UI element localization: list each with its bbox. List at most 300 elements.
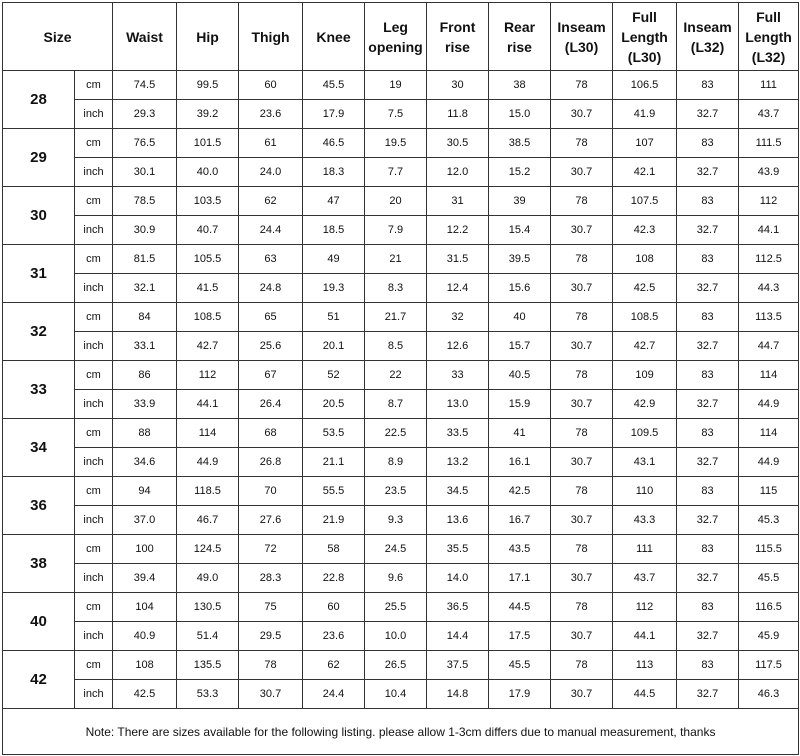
table-cell: 12.4 bbox=[427, 274, 489, 303]
table-row bbox=[3, 448, 799, 477]
table-cell: 30.7 bbox=[239, 680, 303, 709]
table-cell: 24.5 bbox=[365, 535, 427, 564]
table-cell: 26.4 bbox=[239, 390, 303, 419]
table-cell: 45.5 bbox=[303, 71, 365, 100]
table-cell: 33.9 bbox=[113, 390, 177, 419]
table-cell: 40.9 bbox=[113, 622, 177, 651]
table-cell: 135.5 bbox=[177, 651, 239, 680]
table-cell: 17.1 bbox=[489, 564, 551, 593]
table-row bbox=[3, 477, 799, 506]
table-cell: 112 bbox=[739, 187, 799, 216]
table-cell: 26.5 bbox=[365, 651, 427, 680]
table-cell: 30.7 bbox=[551, 564, 613, 593]
unit-cell: cm bbox=[75, 245, 113, 274]
table-cell: 30.7 bbox=[551, 680, 613, 709]
unit-cell: inch bbox=[75, 332, 113, 361]
size-cell: 28 bbox=[3, 71, 75, 129]
column-header bbox=[739, 3, 799, 71]
table-cell: 40 bbox=[489, 303, 551, 332]
table-cell: 7.5 bbox=[365, 100, 427, 129]
table-cell: 25.5 bbox=[365, 593, 427, 622]
table-cell: 31.5 bbox=[427, 245, 489, 274]
table-cell: 32.7 bbox=[677, 332, 739, 361]
table-cell: 70 bbox=[239, 477, 303, 506]
table-cell: 78 bbox=[551, 187, 613, 216]
table-cell: 17.9 bbox=[303, 100, 365, 129]
table-cell: 8.5 bbox=[365, 332, 427, 361]
table-cell: 117.5 bbox=[739, 651, 799, 680]
table-cell: 19.5 bbox=[365, 129, 427, 158]
column-header-line: rise bbox=[507, 38, 532, 55]
table-cell: 78 bbox=[551, 361, 613, 390]
column-header-line: Inseam bbox=[683, 18, 732, 35]
unit-cell: cm bbox=[75, 477, 113, 506]
table-cell: 43.9 bbox=[739, 158, 799, 187]
size-cell: 32 bbox=[3, 303, 75, 361]
table-cell: 78 bbox=[551, 245, 613, 274]
table-cell: 14.4 bbox=[427, 622, 489, 651]
table-cell: 15.7 bbox=[489, 332, 551, 361]
table-cell: 42.7 bbox=[177, 332, 239, 361]
table-cell: 116.5 bbox=[739, 593, 799, 622]
table-cell: 51 bbox=[303, 303, 365, 332]
table-cell: 16.1 bbox=[489, 448, 551, 477]
size-cell: 33 bbox=[3, 361, 75, 419]
table-cell: 10.4 bbox=[365, 680, 427, 709]
table-cell: 104 bbox=[113, 593, 177, 622]
table-cell: 17.5 bbox=[489, 622, 551, 651]
table-cell: 40.5 bbox=[489, 361, 551, 390]
column-header bbox=[427, 3, 489, 71]
table-cell: 39.2 bbox=[177, 100, 239, 129]
table-cell: 35.5 bbox=[427, 535, 489, 564]
table-cell: 39.5 bbox=[489, 245, 551, 274]
table-cell: 108 bbox=[113, 651, 177, 680]
table-cell: 34.6 bbox=[113, 448, 177, 477]
table-cell: 88 bbox=[113, 419, 177, 448]
table-cell: 41.9 bbox=[613, 100, 677, 129]
size-cell: 38 bbox=[3, 535, 75, 593]
table-cell: 60 bbox=[303, 593, 365, 622]
table-row bbox=[3, 216, 799, 245]
table-cell: 37.5 bbox=[427, 651, 489, 680]
table-cell: 83 bbox=[677, 593, 739, 622]
note-row bbox=[3, 709, 799, 755]
table-cell: 46.5 bbox=[303, 129, 365, 158]
table-cell: 78 bbox=[239, 651, 303, 680]
table-cell: 65 bbox=[239, 303, 303, 332]
table-cell: 13.2 bbox=[427, 448, 489, 477]
table-cell: 7.7 bbox=[365, 158, 427, 187]
table-cell: 42.3 bbox=[613, 216, 677, 245]
table-cell: 30.7 bbox=[551, 274, 613, 303]
table-cell: 32 bbox=[427, 303, 489, 332]
table-cell: 60 bbox=[239, 71, 303, 100]
table-cell: 67 bbox=[239, 361, 303, 390]
table-cell: 83 bbox=[677, 419, 739, 448]
table-cell: 44.9 bbox=[739, 448, 799, 477]
unit-cell: cm bbox=[75, 187, 113, 216]
column-header-line: Thigh bbox=[251, 28, 290, 45]
table-cell: 43.5 bbox=[489, 535, 551, 564]
table-cell: 74.5 bbox=[113, 71, 177, 100]
table-cell: 130.5 bbox=[177, 593, 239, 622]
unit-cell: inch bbox=[75, 448, 113, 477]
table-cell: 62 bbox=[239, 187, 303, 216]
table-cell: 32.7 bbox=[677, 274, 739, 303]
table-cell: 44.9 bbox=[739, 390, 799, 419]
table-cell: 83 bbox=[677, 535, 739, 564]
table-cell: 13.0 bbox=[427, 390, 489, 419]
column-header-line: (L32) bbox=[690, 38, 725, 55]
table-cell: 49.0 bbox=[177, 564, 239, 593]
table-cell: 30.7 bbox=[551, 100, 613, 129]
table-cell: 18.3 bbox=[303, 158, 365, 187]
table-cell: 30.7 bbox=[551, 332, 613, 361]
table-cell: 78 bbox=[551, 71, 613, 100]
unit-cell: inch bbox=[75, 216, 113, 245]
column-header bbox=[489, 3, 551, 71]
table-cell: 109.5 bbox=[613, 419, 677, 448]
table-cell: 43.7 bbox=[739, 100, 799, 129]
table-cell: 112 bbox=[613, 593, 677, 622]
column-header bbox=[177, 3, 239, 71]
table-cell: 44.1 bbox=[177, 390, 239, 419]
table-cell: 51.4 bbox=[177, 622, 239, 651]
table-cell: 46.7 bbox=[177, 506, 239, 535]
table-cell: 75 bbox=[239, 593, 303, 622]
table-cell: 36.5 bbox=[427, 593, 489, 622]
table-cell: 12.2 bbox=[427, 216, 489, 245]
table-row bbox=[3, 390, 799, 419]
note-text: Note: There are sizes available for the following listing. please allow 1-3cm differs due to manual measurement, thanks bbox=[3, 709, 799, 755]
table-cell: 108.5 bbox=[177, 303, 239, 332]
unit-cell: cm bbox=[75, 129, 113, 158]
table-cell: 112.5 bbox=[739, 245, 799, 274]
table-row bbox=[3, 361, 799, 390]
table-cell: 52 bbox=[303, 361, 365, 390]
unit-cell: cm bbox=[75, 361, 113, 390]
table-cell: 30 bbox=[427, 71, 489, 100]
table-cell: 53.5 bbox=[303, 419, 365, 448]
table-cell: 24.4 bbox=[303, 680, 365, 709]
table-cell: 10.0 bbox=[365, 622, 427, 651]
size-cell: 31 bbox=[3, 245, 75, 303]
table-cell: 109 bbox=[613, 361, 677, 390]
table-cell: 76.5 bbox=[113, 129, 177, 158]
table-row bbox=[3, 100, 799, 129]
unit-cell: inch bbox=[75, 274, 113, 303]
table-cell: 19 bbox=[365, 71, 427, 100]
table-row bbox=[3, 506, 799, 535]
table-row bbox=[3, 651, 799, 680]
column-header bbox=[613, 3, 677, 71]
table-cell: 115.5 bbox=[739, 535, 799, 564]
table-cell: 14.8 bbox=[427, 680, 489, 709]
table-cell: 21 bbox=[365, 245, 427, 274]
table-cell: 18.5 bbox=[303, 216, 365, 245]
table-cell: 81.5 bbox=[113, 245, 177, 274]
size-cell: 29 bbox=[3, 129, 75, 187]
table-cell: 42.7 bbox=[613, 332, 677, 361]
table-cell: 83 bbox=[677, 129, 739, 158]
table-cell: 20.1 bbox=[303, 332, 365, 361]
table-cell: 22.8 bbox=[303, 564, 365, 593]
column-header-line: Length bbox=[745, 28, 792, 45]
unit-cell: inch bbox=[75, 622, 113, 651]
table-cell: 24.4 bbox=[239, 216, 303, 245]
size-header: Size bbox=[3, 3, 113, 71]
table-cell: 30.7 bbox=[551, 506, 613, 535]
table-cell: 83 bbox=[677, 477, 739, 506]
table-cell: 30.9 bbox=[113, 216, 177, 245]
table-cell: 83 bbox=[677, 361, 739, 390]
table-cell: 7.9 bbox=[365, 216, 427, 245]
table-cell: 41 bbox=[489, 419, 551, 448]
size-table bbox=[2, 2, 799, 755]
table-cell: 32.7 bbox=[677, 622, 739, 651]
table-cell: 58 bbox=[303, 535, 365, 564]
table-cell: 31 bbox=[427, 187, 489, 216]
table-cell: 45.5 bbox=[489, 651, 551, 680]
column-header-line: Full bbox=[632, 8, 657, 25]
table-cell: 23.6 bbox=[239, 100, 303, 129]
table-cell: 30.7 bbox=[551, 216, 613, 245]
table-cell: 103.5 bbox=[177, 187, 239, 216]
column-header bbox=[239, 3, 303, 71]
table-cell: 9.6 bbox=[365, 564, 427, 593]
table-cell: 78 bbox=[551, 651, 613, 680]
table-cell: 37.0 bbox=[113, 506, 177, 535]
table-row bbox=[3, 158, 799, 187]
table-cell: 107.5 bbox=[613, 187, 677, 216]
table-cell: 22.5 bbox=[365, 419, 427, 448]
table-cell: 21.1 bbox=[303, 448, 365, 477]
table-cell: 32.7 bbox=[677, 680, 739, 709]
table-cell: 47 bbox=[303, 187, 365, 216]
column-header-line: Inseam bbox=[557, 18, 606, 35]
table-cell: 19.3 bbox=[303, 274, 365, 303]
unit-cell: inch bbox=[75, 506, 113, 535]
table-cell: 115 bbox=[739, 477, 799, 506]
table-cell: 28.3 bbox=[239, 564, 303, 593]
unit-cell: cm bbox=[75, 303, 113, 332]
table-cell: 78 bbox=[551, 419, 613, 448]
table-cell: 42.9 bbox=[613, 390, 677, 419]
table-cell: 46.3 bbox=[739, 680, 799, 709]
table-cell: 108 bbox=[613, 245, 677, 274]
table-cell: 68 bbox=[239, 419, 303, 448]
column-header-line: Waist bbox=[126, 28, 163, 45]
table-row bbox=[3, 71, 799, 100]
table-cell: 108.5 bbox=[613, 303, 677, 332]
table-cell: 24.8 bbox=[239, 274, 303, 303]
table-cell: 83 bbox=[677, 71, 739, 100]
table-row bbox=[3, 129, 799, 158]
table-cell: 55.5 bbox=[303, 477, 365, 506]
table-cell: 42.5 bbox=[113, 680, 177, 709]
table-cell: 53.3 bbox=[177, 680, 239, 709]
unit-cell: inch bbox=[75, 390, 113, 419]
table-cell: 33.1 bbox=[113, 332, 177, 361]
table-cell: 30.5 bbox=[427, 129, 489, 158]
table-row bbox=[3, 680, 799, 709]
table-cell: 44.3 bbox=[739, 274, 799, 303]
table-row bbox=[3, 187, 799, 216]
table-cell: 78 bbox=[551, 477, 613, 506]
table-cell: 72 bbox=[239, 535, 303, 564]
table-cell: 78 bbox=[551, 303, 613, 332]
table-cell: 29.5 bbox=[239, 622, 303, 651]
table-cell: 29.3 bbox=[113, 100, 177, 129]
size-cell: 36 bbox=[3, 477, 75, 535]
table-cell: 44.1 bbox=[613, 622, 677, 651]
table-cell: 15.9 bbox=[489, 390, 551, 419]
table-cell: 113.5 bbox=[739, 303, 799, 332]
table-cell: 44.7 bbox=[739, 332, 799, 361]
table-cell: 32.1 bbox=[113, 274, 177, 303]
table-cell: 61 bbox=[239, 129, 303, 158]
table-cell: 15.4 bbox=[489, 216, 551, 245]
table-cell: 34.5 bbox=[427, 477, 489, 506]
unit-cell: cm bbox=[75, 71, 113, 100]
column-header-line: rise bbox=[445, 38, 470, 55]
unit-cell: inch bbox=[75, 100, 113, 129]
table-cell: 15.6 bbox=[489, 274, 551, 303]
table-cell: 39 bbox=[489, 187, 551, 216]
table-cell: 45.9 bbox=[739, 622, 799, 651]
table-cell: 44.5 bbox=[613, 680, 677, 709]
table-cell: 83 bbox=[677, 303, 739, 332]
column-header-line: (L32) bbox=[751, 48, 786, 65]
table-cell: 105.5 bbox=[177, 245, 239, 274]
table-cell: 33 bbox=[427, 361, 489, 390]
size-cell: 30 bbox=[3, 187, 75, 245]
table-cell: 110 bbox=[613, 477, 677, 506]
table-row bbox=[3, 303, 799, 332]
table-cell: 20 bbox=[365, 187, 427, 216]
header-row bbox=[3, 3, 799, 71]
table-cell: 15.2 bbox=[489, 158, 551, 187]
table-cell: 21.7 bbox=[365, 303, 427, 332]
column-header-line: Front bbox=[439, 18, 476, 35]
table-cell: 124.5 bbox=[177, 535, 239, 564]
table-cell: 32.7 bbox=[677, 564, 739, 593]
unit-cell: cm bbox=[75, 535, 113, 564]
table-cell: 9.3 bbox=[365, 506, 427, 535]
table-cell: 30.1 bbox=[113, 158, 177, 187]
table-cell: 49 bbox=[303, 245, 365, 274]
table-cell: 32.7 bbox=[677, 506, 739, 535]
unit-cell: inch bbox=[75, 158, 113, 187]
table-cell: 63 bbox=[239, 245, 303, 274]
table-cell: 8.9 bbox=[365, 448, 427, 477]
table-cell: 84 bbox=[113, 303, 177, 332]
table-cell: 45.5 bbox=[739, 564, 799, 593]
size-cell: 42 bbox=[3, 651, 75, 709]
table-cell: 114 bbox=[739, 419, 799, 448]
table-cell: 38.5 bbox=[489, 129, 551, 158]
table-cell: 101.5 bbox=[177, 129, 239, 158]
column-header-line: Full bbox=[756, 8, 781, 25]
table-cell: 83 bbox=[677, 187, 739, 216]
table-cell: 15.0 bbox=[489, 100, 551, 129]
table-cell: 43.3 bbox=[613, 506, 677, 535]
table-cell: 24.0 bbox=[239, 158, 303, 187]
column-header-line: (L30) bbox=[627, 48, 662, 65]
column-header-line: Knee bbox=[316, 28, 351, 45]
table-cell: 111 bbox=[613, 535, 677, 564]
table-cell: 12.6 bbox=[427, 332, 489, 361]
table-cell: 8.7 bbox=[365, 390, 427, 419]
table-cell: 22 bbox=[365, 361, 427, 390]
table-row bbox=[3, 535, 799, 564]
table-cell: 62 bbox=[303, 651, 365, 680]
table-cell: 78 bbox=[551, 593, 613, 622]
table-cell: 40.0 bbox=[177, 158, 239, 187]
table-cell: 118.5 bbox=[177, 477, 239, 506]
table-cell: 107 bbox=[613, 129, 677, 158]
table-cell: 32.7 bbox=[677, 216, 739, 245]
table-cell: 43.7 bbox=[613, 564, 677, 593]
table-cell: 32.7 bbox=[677, 390, 739, 419]
table-cell: 78 bbox=[551, 535, 613, 564]
table-cell: 38 bbox=[489, 71, 551, 100]
table-cell: 86 bbox=[113, 361, 177, 390]
column-header-line: Rear bbox=[503, 18, 536, 35]
table-cell: 20.5 bbox=[303, 390, 365, 419]
table-cell: 21.9 bbox=[303, 506, 365, 535]
table-cell: 32.7 bbox=[677, 100, 739, 129]
column-header-line: Hip bbox=[196, 28, 219, 45]
size-cell: 34 bbox=[3, 419, 75, 477]
table-cell: 44.1 bbox=[739, 216, 799, 245]
table-cell: 114 bbox=[739, 361, 799, 390]
table-cell: 32.7 bbox=[677, 448, 739, 477]
size-cell: 40 bbox=[3, 593, 75, 651]
table-cell: 94 bbox=[113, 477, 177, 506]
table-cell: 26.8 bbox=[239, 448, 303, 477]
table-cell: 27.6 bbox=[239, 506, 303, 535]
table-cell: 30.7 bbox=[551, 390, 613, 419]
table-cell: 12.0 bbox=[427, 158, 489, 187]
table-cell: 99.5 bbox=[177, 71, 239, 100]
unit-cell: cm bbox=[75, 651, 113, 680]
column-header-line: (L30) bbox=[564, 38, 599, 55]
table-row bbox=[3, 245, 799, 274]
table-row bbox=[3, 274, 799, 303]
table-cell: 23.5 bbox=[365, 477, 427, 506]
table-cell: 113 bbox=[613, 651, 677, 680]
column-header bbox=[365, 3, 427, 71]
table-cell: 112 bbox=[177, 361, 239, 390]
table-cell: 78 bbox=[551, 129, 613, 158]
table-cell: 83 bbox=[677, 651, 739, 680]
unit-cell: cm bbox=[75, 419, 113, 448]
column-header-line: Leg bbox=[383, 18, 408, 35]
table-cell: 30.7 bbox=[551, 158, 613, 187]
table-cell: 40.7 bbox=[177, 216, 239, 245]
table-cell: 111 bbox=[739, 71, 799, 100]
table-cell: 33.5 bbox=[427, 419, 489, 448]
table-cell: 111.5 bbox=[739, 129, 799, 158]
column-header bbox=[551, 3, 613, 71]
column-header bbox=[677, 3, 739, 71]
table-cell: 100 bbox=[113, 535, 177, 564]
unit-cell: inch bbox=[75, 680, 113, 709]
table-cell: 45.3 bbox=[739, 506, 799, 535]
table-cell: 11.8 bbox=[427, 100, 489, 129]
